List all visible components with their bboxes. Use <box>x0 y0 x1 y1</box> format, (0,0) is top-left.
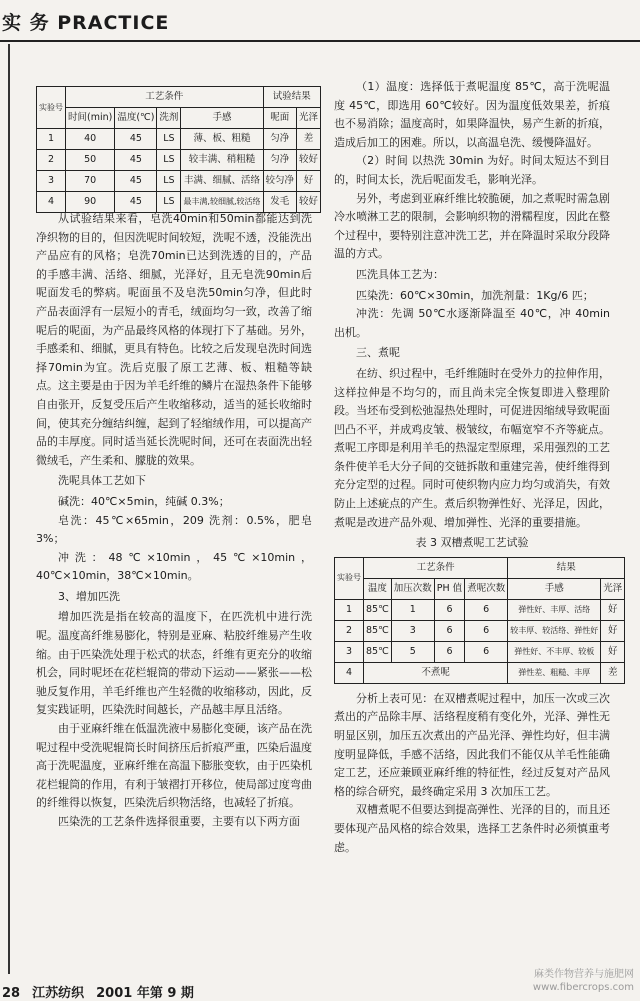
paragraph: 在纺、织过程中，毛纤维随时在受外力的拉伸作用，这样拉伸是不均匀的，而且尚未完全恢复即进入整理阶段。当坯布受到松弛湿热处理时，可促进因缩绒导致呢面凹凸不平，并成鸡皮皱、极皱纹，布幅宽窄不齐等疵点。煮呢工序即是利用羊毛的热湿定型原理，采用强烈的工艺条件使羊毛大分子间的交链拆散和重建完善，使纤维得到充分定型的过程。同时可使织物内应力均匀或消失，有效防止上述疵点的产生。煮后织物弹性好、光泽足，因此，煮呢是改进产品外观、增加弹性、光泽的重要措施。 <box>334 366 610 529</box>
paragraph: 另外，考虑到亚麻纤维比较脆硬，加之煮呢时需急剧冷水喷淋工艺的限制，会影响织物的滑糯程度，因此在整个过程中，要特别注意冲洗工艺，并在降温时采取分段降温的方式。 <box>334 191 610 261</box>
cell: 5 <box>391 641 434 662</box>
cell: 最丰满,较细腻,较活络 <box>181 192 263 213</box>
cell: 差 <box>601 662 625 683</box>
cell: 较好 <box>297 150 321 171</box>
cell: 4 <box>37 192 66 213</box>
section-heading: 3、增加匹洗 <box>58 589 120 603</box>
table3-col-press: 加压次数 <box>391 578 434 599</box>
cell: LS <box>157 129 181 150</box>
table3-group-conditions: 工艺条件 <box>364 557 508 578</box>
cell: 较好 <box>297 192 321 213</box>
table3-col-feel: 手感 <box>508 578 601 599</box>
table3-col-cycle: 煮呢次数 <box>465 578 508 599</box>
cell: 85℃ <box>364 620 392 641</box>
table1-col-method: 洗剂 <box>157 108 181 129</box>
cell: 弹性好、丰厚、活络 <box>508 599 601 620</box>
watermark-line-1: 麻类作物营养与施肥网 <box>534 969 634 980</box>
section-heading: 三、煮呢 <box>356 346 400 360</box>
cell: 好 <box>297 171 321 192</box>
table-row <box>335 662 625 683</box>
cell: 6 <box>465 620 508 641</box>
cell: 发毛 <box>263 192 297 213</box>
cell: 弹性好、不丰厚、较板 <box>508 641 601 662</box>
cell: LS <box>157 192 181 213</box>
cell: 6 <box>434 620 464 641</box>
table-row <box>335 641 625 662</box>
journal-name: 江苏纺织 <box>32 986 85 1001</box>
paragraph: 由于亚麻纤维在低温洗液中易膨化变硬，该产品在洗呢过程中受洗呢辊筒长时间挤压后折痕严重，匹染后温度高于洗呢温度，亚麻纤维在高温下膨胀变软，由于匹染机花栏辊筒的作用，有利于皱褶打开移位，使局部过度弯曲的纤维得以恢复，匹染洗后织物活络，也减轻了折痕。 <box>36 722 312 810</box>
cell: 85℃ <box>364 599 392 620</box>
right-column <box>334 78 623 857</box>
table3-col-seq: 实验号 <box>335 557 364 599</box>
cell: 3 <box>335 641 364 662</box>
table-row <box>37 150 321 171</box>
paragraph: 分析上表可见：在双槽煮呢过程中，加压一次或三次煮出的产品除丰厚、活络程度稍有变化外，光泽、弹性无明显区别，加压五次煮出的产品光泽、弹性均好，但丰满度明显降低，手感不活络，因此我们不能仅从羊毛性能确定工艺，还应兼顾亚麻纤维的特征性，经过反复对产品风格的综合研究，最终确定采用 3 次加压工艺。 <box>334 691 610 798</box>
cell: 3 <box>391 620 434 641</box>
table3-group-results: 结果 <box>508 557 625 578</box>
cell: 1 <box>37 129 66 150</box>
paragraph: 从试验结果来看，皂洗40min和50min都能达到洗净织物的目的，但因洗呢时间较短，洗呢不透，没能洗出产品应有的风格；皂洗70min已达到洗透的目的，产品的手感丰满、活络、细腻，光泽好，且无皂洗90min后呢面发毛的弊病。呢面虽不及皂洗50min匀净，但此时产品表面浮有一层短小的青毛，绒面均匀一致，改善了缩呢后的呢面，为产品最终风格的体现打下了基础。另外，手感柔和、细腻，更具有特色。比较之后发现皂洗时间选择70min为宜。洗后克服了原工艺薄、板、粗糙等缺点。这主要是由于因为羊毛纤维的鳞片在湿热条件下能够自由张开，反复受压后产生收缩移动，适当的延长收缩时间，使其充分缠结纠缠，起到了轻缩绒作用，可以提高产品的丰厚度。同时适当延长洗呢时间，还可在表面洗出轻微绒毛，产生柔和、朦胧的效果。 <box>36 212 312 467</box>
page-number: 28 <box>2 986 21 1001</box>
cell: 45 <box>115 129 157 150</box>
cell: 弹性差、粗糙、丰厚 <box>508 662 601 683</box>
paragraph: 匹染洗的工艺条件选择很重要，主要有以下两方面 <box>58 815 300 828</box>
table1-col-time: 时间(min) <box>66 108 115 129</box>
paragraph: （1）温度：选择低于煮呢温度 85℃，高于洗呢温度 45℃，即选用 60℃较好。因为温度低效果差，折痕也不易消除；温度高时，如果降温快，易产生新的折痕，造成后加工的困难。所以，以高温皂洗、缓慢降温好。 <box>334 80 610 149</box>
issue-label: 2001 年第 9 期 <box>96 986 194 1001</box>
paragraph: （2）时间 以热洗 30min 为好。时间太短达不到目的，时间太长，洗后呢面发毛，影响光泽。 <box>334 154 610 186</box>
table1-col-feel: 手感 <box>181 108 263 129</box>
watermark-line-2: www.fibercrops.com <box>532 982 634 993</box>
cell: 差 <box>297 129 321 150</box>
process-line: 匹染洗：60℃×30min，加洗剂量：1Kg/6 匹； <box>356 288 594 302</box>
cell: 90 <box>66 192 115 213</box>
table3-col-temp: 温度 <box>364 578 392 599</box>
table3-col-ph: PH 值 <box>434 578 464 599</box>
cell: 4 <box>335 662 364 683</box>
cell: 6 <box>465 599 508 620</box>
margin-rule <box>8 44 10 974</box>
cell: 好 <box>601 620 625 641</box>
table1-col-luster: 光泽 <box>297 108 321 129</box>
cell: 1 <box>335 599 364 620</box>
cell: 匀净 <box>263 129 297 150</box>
left-column <box>36 210 312 832</box>
process-line: 碱洗：40℃×5min，纯碱 0.3%； <box>58 494 230 508</box>
cell: LS <box>157 171 181 192</box>
paragraph: 增加匹洗是指在较高的温度下，在匹洗机中进行洗呢。温度高纤维易膨化，特别是亚麻、粘胶纤维易产生收缩。由于匹染洗处理于松式的状态，纤维有更充分的收缩机会，同时呢坯在花栏辊筒的带动下运动——紧张——松驰反复作用，羊毛纤维也产生轻微的收缩移动，因此，反复实践证明，匹染洗时间越长，产品越丰厚且活络。 <box>36 610 312 717</box>
paragraph: 双槽煮呢不但要达到提高弹性、光泽的目的，而且还要体现产品风格的综合效果，选择工艺条件时必须慎重考虑。 <box>334 803 610 854</box>
cell: 较丰满、稍粗糙 <box>181 150 263 171</box>
process-line: 冲洗：先调 50℃水逐渐降温至 40℃，冲 40min 出机。 <box>334 307 610 339</box>
cell: 6 <box>434 599 464 620</box>
cell: 薄、板、粗糙 <box>181 129 263 150</box>
cell: 45 <box>115 192 157 213</box>
cell: 匀净 <box>263 150 297 171</box>
cell: 好 <box>601 599 625 620</box>
cell: 好 <box>601 641 625 662</box>
cell: 丰满、细腻、活络 <box>181 171 263 192</box>
cell: 不煮呢 <box>364 662 508 683</box>
cell: 较丰厚、较活络、弹性好 <box>508 620 601 641</box>
table1-col-shrink: 呢面 <box>263 108 297 129</box>
page-header <box>0 0 640 44</box>
cell: 70 <box>66 171 115 192</box>
process-line: 冲洗：48℃×10min，45℃×10min，40℃×10min，38℃×10min。 <box>36 550 312 583</box>
cell: 6 <box>434 641 464 662</box>
cell: 2 <box>37 150 66 171</box>
cell: 3 <box>37 171 66 192</box>
cell: 50 <box>66 150 115 171</box>
table3-col-luster: 光泽 <box>601 578 625 599</box>
table1-col-temp: 温度(℃) <box>115 108 157 129</box>
cell: 45 <box>115 171 157 192</box>
cell: LS <box>157 150 181 171</box>
table-caption: 表 3 双槽煮呢工艺试验 <box>415 536 529 550</box>
cell: 6 <box>465 641 508 662</box>
table-1 <box>36 86 319 213</box>
watermark <box>533 968 634 994</box>
cell: 较匀净 <box>263 171 297 192</box>
table1-group-results: 试验结果 <box>263 87 321 108</box>
table-row <box>335 620 625 641</box>
table1-group-conditions: 工艺条件 <box>66 87 264 108</box>
cell: 2 <box>335 620 364 641</box>
process-line: 皂洗：45℃×65min，209 洗剂：0.5%，肥皂 3%； <box>36 513 312 546</box>
page-footer <box>2 982 206 1001</box>
table-row <box>37 129 321 150</box>
header-rule <box>0 40 640 42</box>
cell: 40 <box>66 129 115 150</box>
table1-col-seq: 实验号 <box>37 87 66 129</box>
table-row <box>335 599 625 620</box>
table-row <box>37 171 321 192</box>
table-3 <box>334 557 623 684</box>
subheading: 匹洗具体工艺为： <box>356 267 444 281</box>
cell: 85℃ <box>364 641 392 662</box>
subheading: 洗呢具体工艺如下 <box>58 474 146 488</box>
cell: 1 <box>391 599 434 620</box>
section-title: 实 务 PRACTICE <box>2 12 170 34</box>
cell: 45 <box>115 150 157 171</box>
